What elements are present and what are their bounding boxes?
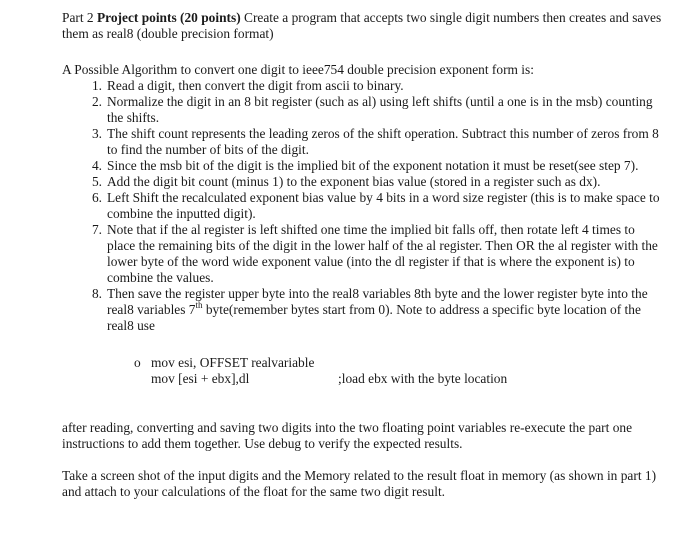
step-number: 3. — [91, 126, 102, 141]
step-text — [107, 286, 648, 333]
project-points-heading: Project points (20 points) — [96, 10, 241, 25]
step-text: Note that if the al register is left shifted one time the implied bit falls off, then rotate left 4 times to place the remaining bits of the digit in the lower half of the al register. Then OR the al register with the lower byte of the word wide exponent value (into the dl register if that is where the exponent is) to combine the values. — [107, 222, 658, 285]
step-text: Since the msb bit of the digit is the implied bit of the exponent notation it must be reset(see step 7). — [107, 158, 639, 173]
algorithm-title: A Possible Algorithm to convert one digit to ieee754 double precision exponent form is: — [62, 62, 534, 77]
code-example — [134, 355, 654, 389]
after-paragraph: after reading, converting and saving two digits into the two floating point variables re-execute the part one instructions to add them together. Use debug to verify the expected results. — [62, 420, 633, 451]
step-item — [62, 190, 662, 222]
step-text-part: Then save the register upper byte into the real8 variables 8th byte and the lower register byte into the real8 variables 7 — [107, 286, 648, 317]
step-number: 2. — [91, 94, 102, 109]
step-text: Add the digit bit count (minus 1) to the exponent bias value (stored in a register such as dx). — [107, 174, 601, 189]
code-line-1: mov esi, OFFSET realvariable — [151, 355, 315, 370]
step-number: 8. — [91, 286, 102, 301]
step-item — [62, 158, 662, 174]
step-text: Normalize the digit in an 8 bit register (such as al) using left shifts (until a one is in the msb) counting the shifts. — [107, 94, 653, 125]
algorithm-steps — [62, 78, 662, 334]
step-item — [62, 222, 662, 286]
step-number: 1. — [91, 78, 102, 93]
bullet-icon: o — [134, 355, 141, 370]
step-number: 4. — [91, 158, 102, 173]
code-line-2: mov [esi + ebx],dl — [151, 371, 250, 386]
intro-paragraph — [62, 10, 662, 42]
step-text: Left Shift the recalculated exponent bias value by 4 bits in a word size register (this is to make space to combine the inputted digit). — [107, 190, 660, 221]
intro-prefix: Part 2 — [62, 10, 97, 25]
step-item — [62, 94, 662, 126]
step-number: 7. — [91, 222, 102, 237]
step-number: 6. — [91, 190, 102, 205]
step-number: 5. — [91, 174, 102, 189]
step-text-part: byte(remember bytes start from 0). Note to address a specific byte location of the real8 use — [107, 302, 641, 333]
step-item — [62, 286, 662, 334]
step-item — [62, 174, 662, 190]
step-item — [62, 78, 662, 94]
step-item — [62, 126, 662, 158]
screenshot-instructions: Take a screen shot of the input digits and the Memory related to the result float in memory (as shown in part 1) and attach to your calculations of the float for the same two digit result. — [62, 468, 657, 499]
step-text: The shift count represents the leading zeros of the shift operation. Subtract this number of zeros from 8 to find the number of bits of the digit. — [107, 126, 659, 157]
code-comment: ;load ebx with the byte location — [338, 371, 508, 386]
ordinal-superscript: th — [195, 299, 203, 310]
step-text: Read a digit, then convert the digit from ascii to binary. — [107, 78, 404, 93]
intro-text: Create a program that accepts two single digit numbers then creates and saves them as real8 (double precision format) — [62, 10, 662, 41]
